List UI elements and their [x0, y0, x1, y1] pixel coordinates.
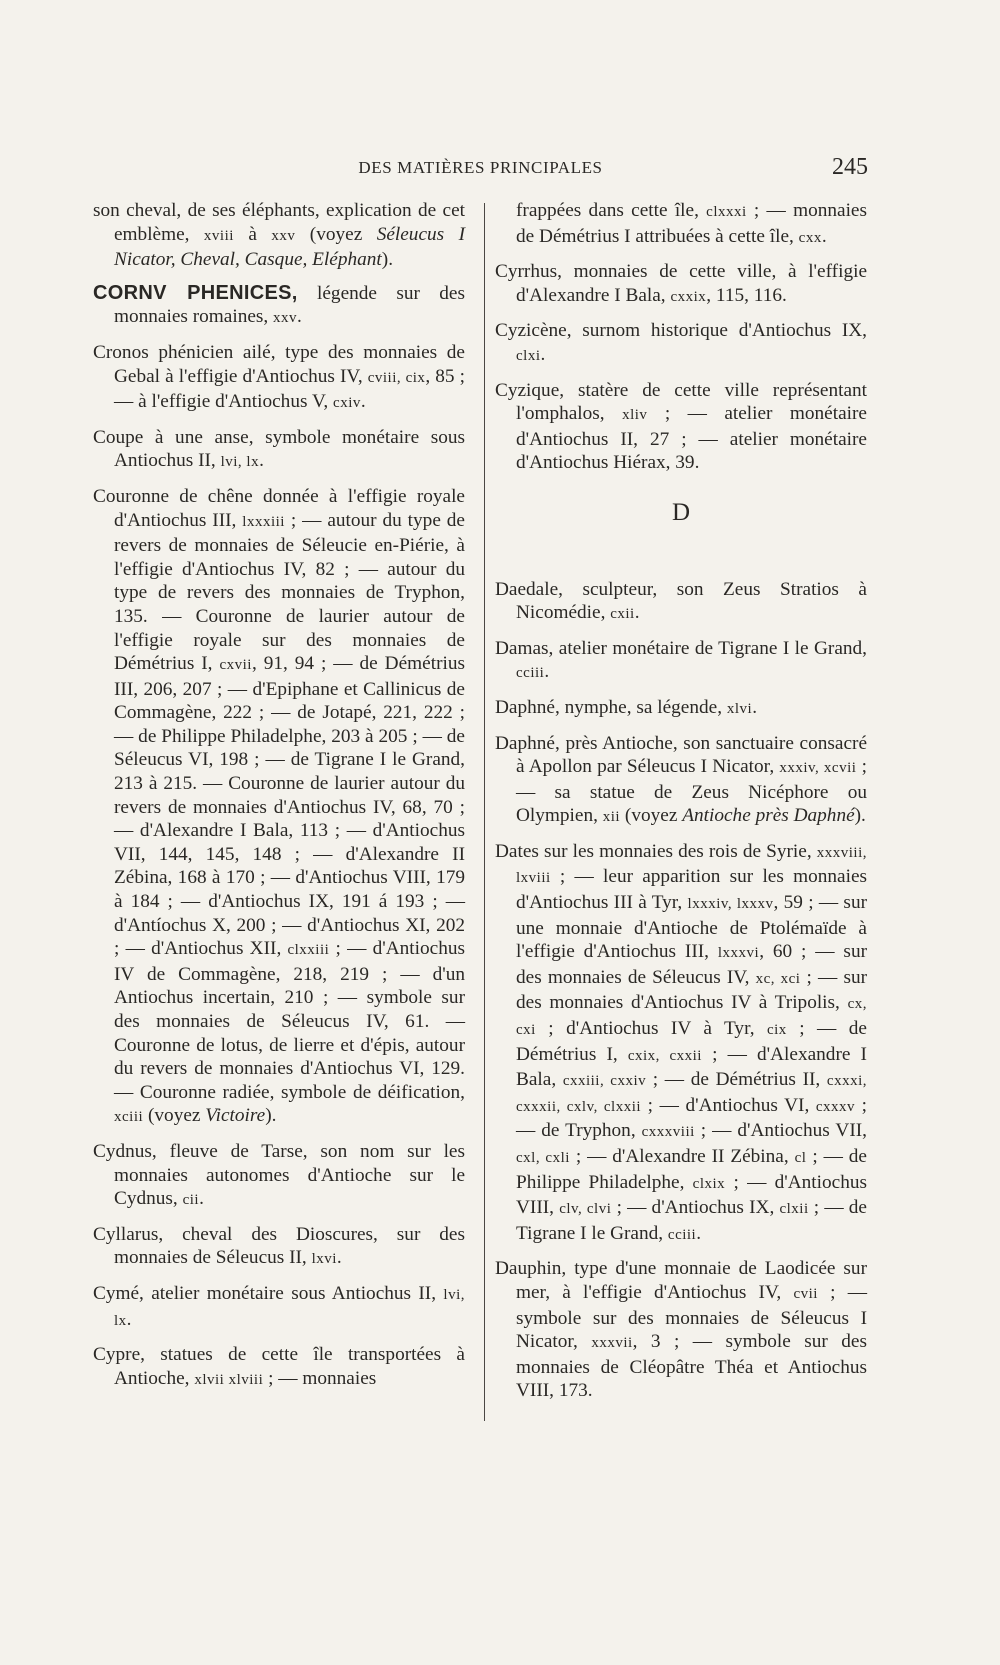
index-entry-damas: Damas, atelier monétaire de Tigrane I le Grand, cciii. — [495, 637, 867, 683]
index-entry-corn-phenices: CORNV PHENICES, légende sur des monnaies romaines, xxv. — [93, 281, 465, 328]
index-entry-dauphin: Dauphin, type d'une monnaie de Laodicée sur mer, à l'effigie d'Antiochus IV, cvii ; — symbole sur des monnaies de Séleucus I Nicator, xxxvii, 3 ; — symbole sur des monnaies de Cléopâtre Théa et Antiochus VIII, 173. — [495, 1258, 867, 1402]
index-entry-couronne: Couronne de chêne donnée à l'effigie royale d'Antiochus III, lxxxiii ; — autour du type de revers de monnaies de Séleucie en-Piérie, à l'effigie d'Antiochus IV, 82 ; — autour du type de revers des monnaies de Tryphon, 135. — Couronne de laurier autour de l'effigie royale sur des monnaies de Démétrius I, cxvii, 91, 94 ; — de Démétrius III, 206, 207 ; — d'Epiphane et Callinicus de Commagène, 222 ; — de Jotapé, 221, 222 ; — de Philippe Philadelphe, 203 à 205 ; — de Séleucus VI, 198 ; — de Tigrane I le Grand, 213 à 215. — Couronne de laurier autour du revers de monnaies d'Antiochus IV, 68, 70 ; — d'Alexandre I Bala, 113 ; — d'Antiochus VII, 144, 145, 148 ; — d'Alexandre II Zébina, 168 à 170 ; — d'Antiochus VIII, 179 à 184 ; — d'Antiochus IX, 191 á 193 ; — d'Antíochus X, 200 ; — d'Antiochus XI, 202 ; — d'Antiochus XII, clxxiii ; — d'Antiochus IV de Commagène, 218, 219 ; — d'un Antiochus incertain, 210 ; — symbole sur des monnaies de Séleucus IV, 61. — Couronne de lotus, de lierre et d'épis, autour du revers de monnaies d'Antiochus VI, 129. — Couronne radiée, symbole de déification, xciii (voyez Victoire). — [93, 485, 465, 1127]
index-entry-cyme: Cymé, atelier monétaire sous Antiochus II, lvi, lx. — [93, 1282, 465, 1330]
index-entry-continuation: son cheval, de ses éléphants, explication de cet emblème, xviii à xxv (voyez Séleucus I Nicator, Cheval, Casque, Eléphant). — [93, 200, 465, 271]
index-entry-continuation: frappées dans cette île, clxxxi ; — monnaies de Démétrius I attribuées à cette île, cxx. — [516, 200, 867, 247]
index-entry-cronos: Cronos phénicien ailé, type des monnaies de Gebal à l'effigie d'Antiochus IV, cviii, cix, 85 ; — à l'effigie d'Antiochus V, cxiv. — [93, 341, 465, 413]
index-entry-daphne-antioche: Daphné, près Antioche, son sanctuaire consacré à Apollon par Séleucus I Nicator, xxxiv, xcvii ; — sa statue de Zeus Nicéphore ou Olympien, xii (voyez Antioche près Daphné). — [495, 732, 867, 827]
running-title: DES MATIÈRES PRINCIPALES — [358, 158, 603, 177]
running-header — [93, 156, 868, 186]
index-entry-cyllarus: Cyllarus, cheval des Dioscures, sur des monnaies de Séleucus II, lxvi. — [93, 1223, 465, 1269]
page-number: 245 — [832, 154, 868, 180]
index-entry-cydnus: Cydnus, fleuve de Tarse, son nom sur les monnaies autonomes d'Antioche sur le Cydnus, cii. — [93, 1140, 465, 1210]
index-entry-daphne-nymphe: Daphné, nymphe, sa légende, xlvi. — [495, 696, 758, 718]
index-entry-dates: Dates sur les monnaies des rois de Syrie, xxxviii, lxviii ; — leur apparition sur les monnaies d'Antiochus III à Tyr, lxxxiv, lxxxv, 59 ; — sur une monnaie d'Antioche de Ptolémaïde à l'effigie d'Antiochus III, lxxxvi, 60 ; — sur des monnaies de Séleucus IV, xc, xci ; — sur des monnaies d'Antiochus IV à Tripolis, cx, cxi ; d'Antiochus IV à Tyr, cix ; — de Démétrius I, cxix, cxxii ; — d'Alexandre I Bala, cxxiii, cxxiv ; — de Démétrius II, cxxxi, cxxxii, cxlv, clxxii ; — d'Antiochus VI, cxxxv ; — de Tryphon, cxxxviii ; — d'Antiochus VII, cxl, cxli ; — d'Alexandre II Zébina, cl ; — de Philippe Philadelphe, clxix ; — d'Antiochus VIII, clv, clvi ; — d'Antiochus IX, clxii ; — de Tigrane I le Grand, cciii. — [495, 840, 868, 1244]
index-entry-cyrrhus: Cyrrhus, monnaies de cette ville, à l'effigie d'Alexandre I Bala, cxxix, 115, 116. — [495, 261, 867, 306]
section-letter-heading: D — [671, 498, 691, 526]
index-entry-coupe: Coupe à une anse, symbole monétaire sous Antiochus II, lvi, lx. — [93, 426, 465, 472]
column-divider — [484, 203, 485, 1421]
index-entry-daedale: Daedale, sculpteur, son Zeus Stratios à Nicomédie, cxii. — [495, 578, 867, 624]
left-column — [93, 199, 465, 1402]
right-column — [495, 199, 867, 1413]
index-entry-cyzicene: Cyzicène, surnom historique d'Antiochus IX, clxi. — [495, 320, 867, 365]
index-entry-cyzique: Cyzique, statère de cette ville représentant l'omphalos, xliv ; — atelier monétaire d'Antiochus II, 27 ; — atelier monétaire d'Antiochus Hiérax, 39. — [495, 379, 867, 474]
index-entry-cypre: Cypre, statues de cette île transportées à Antioche, xlvii xlviii ; — monnaies — [93, 1344, 465, 1389]
